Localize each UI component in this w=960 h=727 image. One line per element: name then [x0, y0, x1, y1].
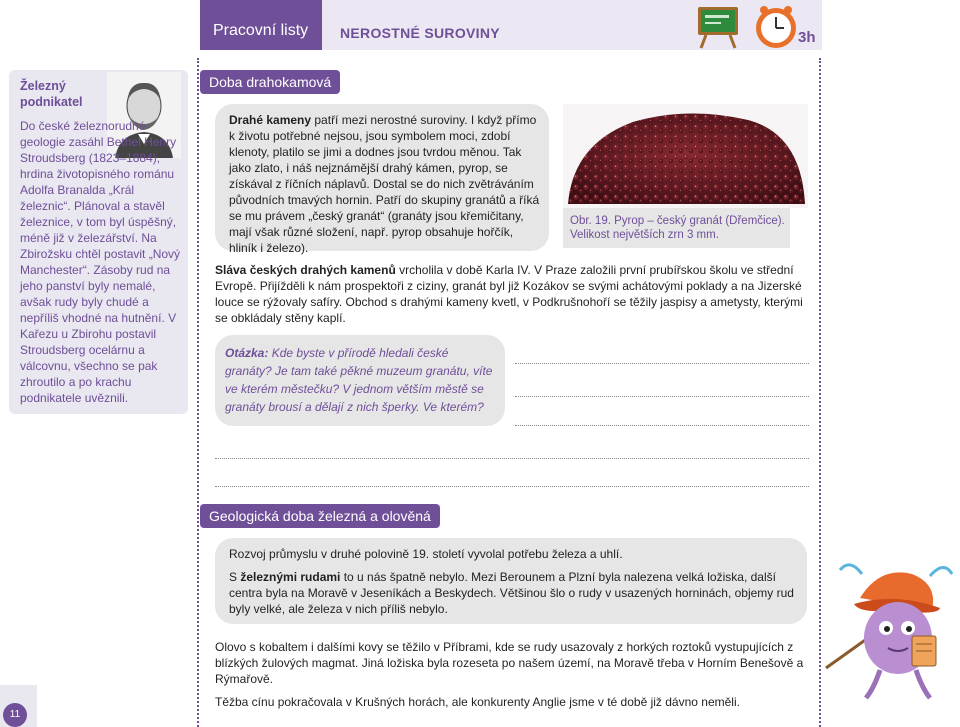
iron-bubble-bold: železnými rudami: [240, 570, 341, 584]
page-number: 11: [3, 703, 27, 727]
question-body: Kde byste v přírodě hledali české granáty? Je tam také pěkné muzeum granátu, víte ve kterém městečku? V jednom větším městě se granáty brousí a dělají z nich šperky. Ve kterém?: [225, 346, 493, 414]
header-tab-label: Pracovní listy: [213, 22, 309, 39]
gems-bubble-bold: Drahé kameny: [229, 113, 312, 127]
question-text: [225, 344, 493, 416]
mascot-illustration: [820, 548, 956, 708]
answer-line[interactable]: [515, 424, 809, 426]
iron-bubble-pre: S: [229, 570, 241, 584]
lead-paragraph: Olovo s kobaltem i dalšími kovy se těžilo v Příbrami, kde se rudy usazovaly z horkých roztoků vystupujících z blízkých žulových magmat. Jiná ložiska byla rozeseta po našem území, na Moravě třeba v Horním Benešově a Rýmařově.: [215, 640, 804, 686]
section-title-iron-lead: Geologická doba železná a olověná: [200, 504, 440, 528]
hours-label: 3h: [798, 29, 816, 46]
iron-bubble-body: to u nás špatně nebylo. Mezi Berounem a Plzní byla nalezena velká ložiska, další centra byla na Moravě v Jeseníkách a Beskydech. Většinou šlo o rudy v usazených horninách, objemy rud byly velké, ale železa v nich příliš nebylo.: [229, 570, 794, 616]
figure-caption: Obr. 19. Pyrop – český granát (Dřemčice). Velikost největších zrn 3 mm.: [570, 215, 785, 241]
answer-line[interactable]: [215, 485, 809, 487]
answer-line[interactable]: [515, 362, 809, 364]
gems-paragraph: [215, 262, 809, 326]
gems-paragraph-bold: Sláva českých drahých kamenů: [215, 263, 396, 277]
header-subject: NEROSTNÉ SUROVINY: [340, 25, 500, 41]
answer-line[interactable]: [215, 457, 809, 459]
iron-bubble-line1: Rozvoj průmyslu v druhé polovině 19. století vyvolal potřebu železa a uhlí.: [229, 547, 623, 561]
gems-bubble-body: patří mezi nerostné suroviny. I když přímo k životu potřebné nejsou, jsou symbolem moci, zdobí klenoty, platilo se jimi a dodnes jsou tvrdou měnou. Tak jako zlato, i náš nejznámější drahý kámen, pyrop, se získával z říčních náplavů. Dostal se do nich zvětráváním původních tmavých hornin. Patří do skupiny granátů a říká se mu právem „český granát“ (granáty jsou křemičitany, mají však různé složení, např. pyrop obsahuje hořčík, hliník i železo).: [229, 113, 540, 255]
tin-paragraph: Těžba cínu pokračovala v Krušných horách, ale konkurenty Anglie jsme v té době již dávno neměli.: [215, 695, 740, 709]
garnet-photo: [563, 104, 808, 208]
gems-paragraph-body: vrcholila v době Karla IV. V Praze založili první prubířskou školu ve střední Evropě. Přijížděli k nám prospektoři z ciziny, granát byl již Kozákov se svými achátovými poklady a na Jizerské louce se rýžovaly safíry. Obchod s drahými kameny kvetl, v Podkrušnohoří se těžily jaspisy a ametysty, kterými se obkládaly stěny kaplí.: [215, 263, 803, 325]
question-label: Otázka:: [225, 346, 269, 360]
sidebar-text: Do české železnorudné geologie zasáhl Bethel Henry Stroudsberg (1823–1884), hrdina životopisného románu Adolfa Branalda „Král železnic“. Plánoval a stavěl železnice, v tom byl úspěšný, méně již v železářství. Na Zbirožsku chtěl postavit „Nový Manchester“. Zásoby rud na jeho panství byly nemalé, avšak rudy byly chudé a nepříliš vhodné na hutnění. V Kařezu u Zbirohu postavil Stroudsberg ocelárnu a válcovnu, všechno se pak zhroutilo a po krachu podnikatele uvěznili.: [20, 119, 181, 405]
header-tab: [200, 0, 322, 50]
sidebar-title: Železný podnikatel: [20, 79, 83, 109]
gems-bubble-text: [229, 112, 541, 256]
section-title-gems: Doba drahokamová: [200, 70, 340, 94]
board-icon: [694, 5, 742, 49]
answer-line[interactable]: [515, 395, 809, 397]
clock-icon: [753, 4, 799, 50]
iron-bubble-text: [229, 569, 799, 617]
frame-left-border: [197, 58, 199, 727]
